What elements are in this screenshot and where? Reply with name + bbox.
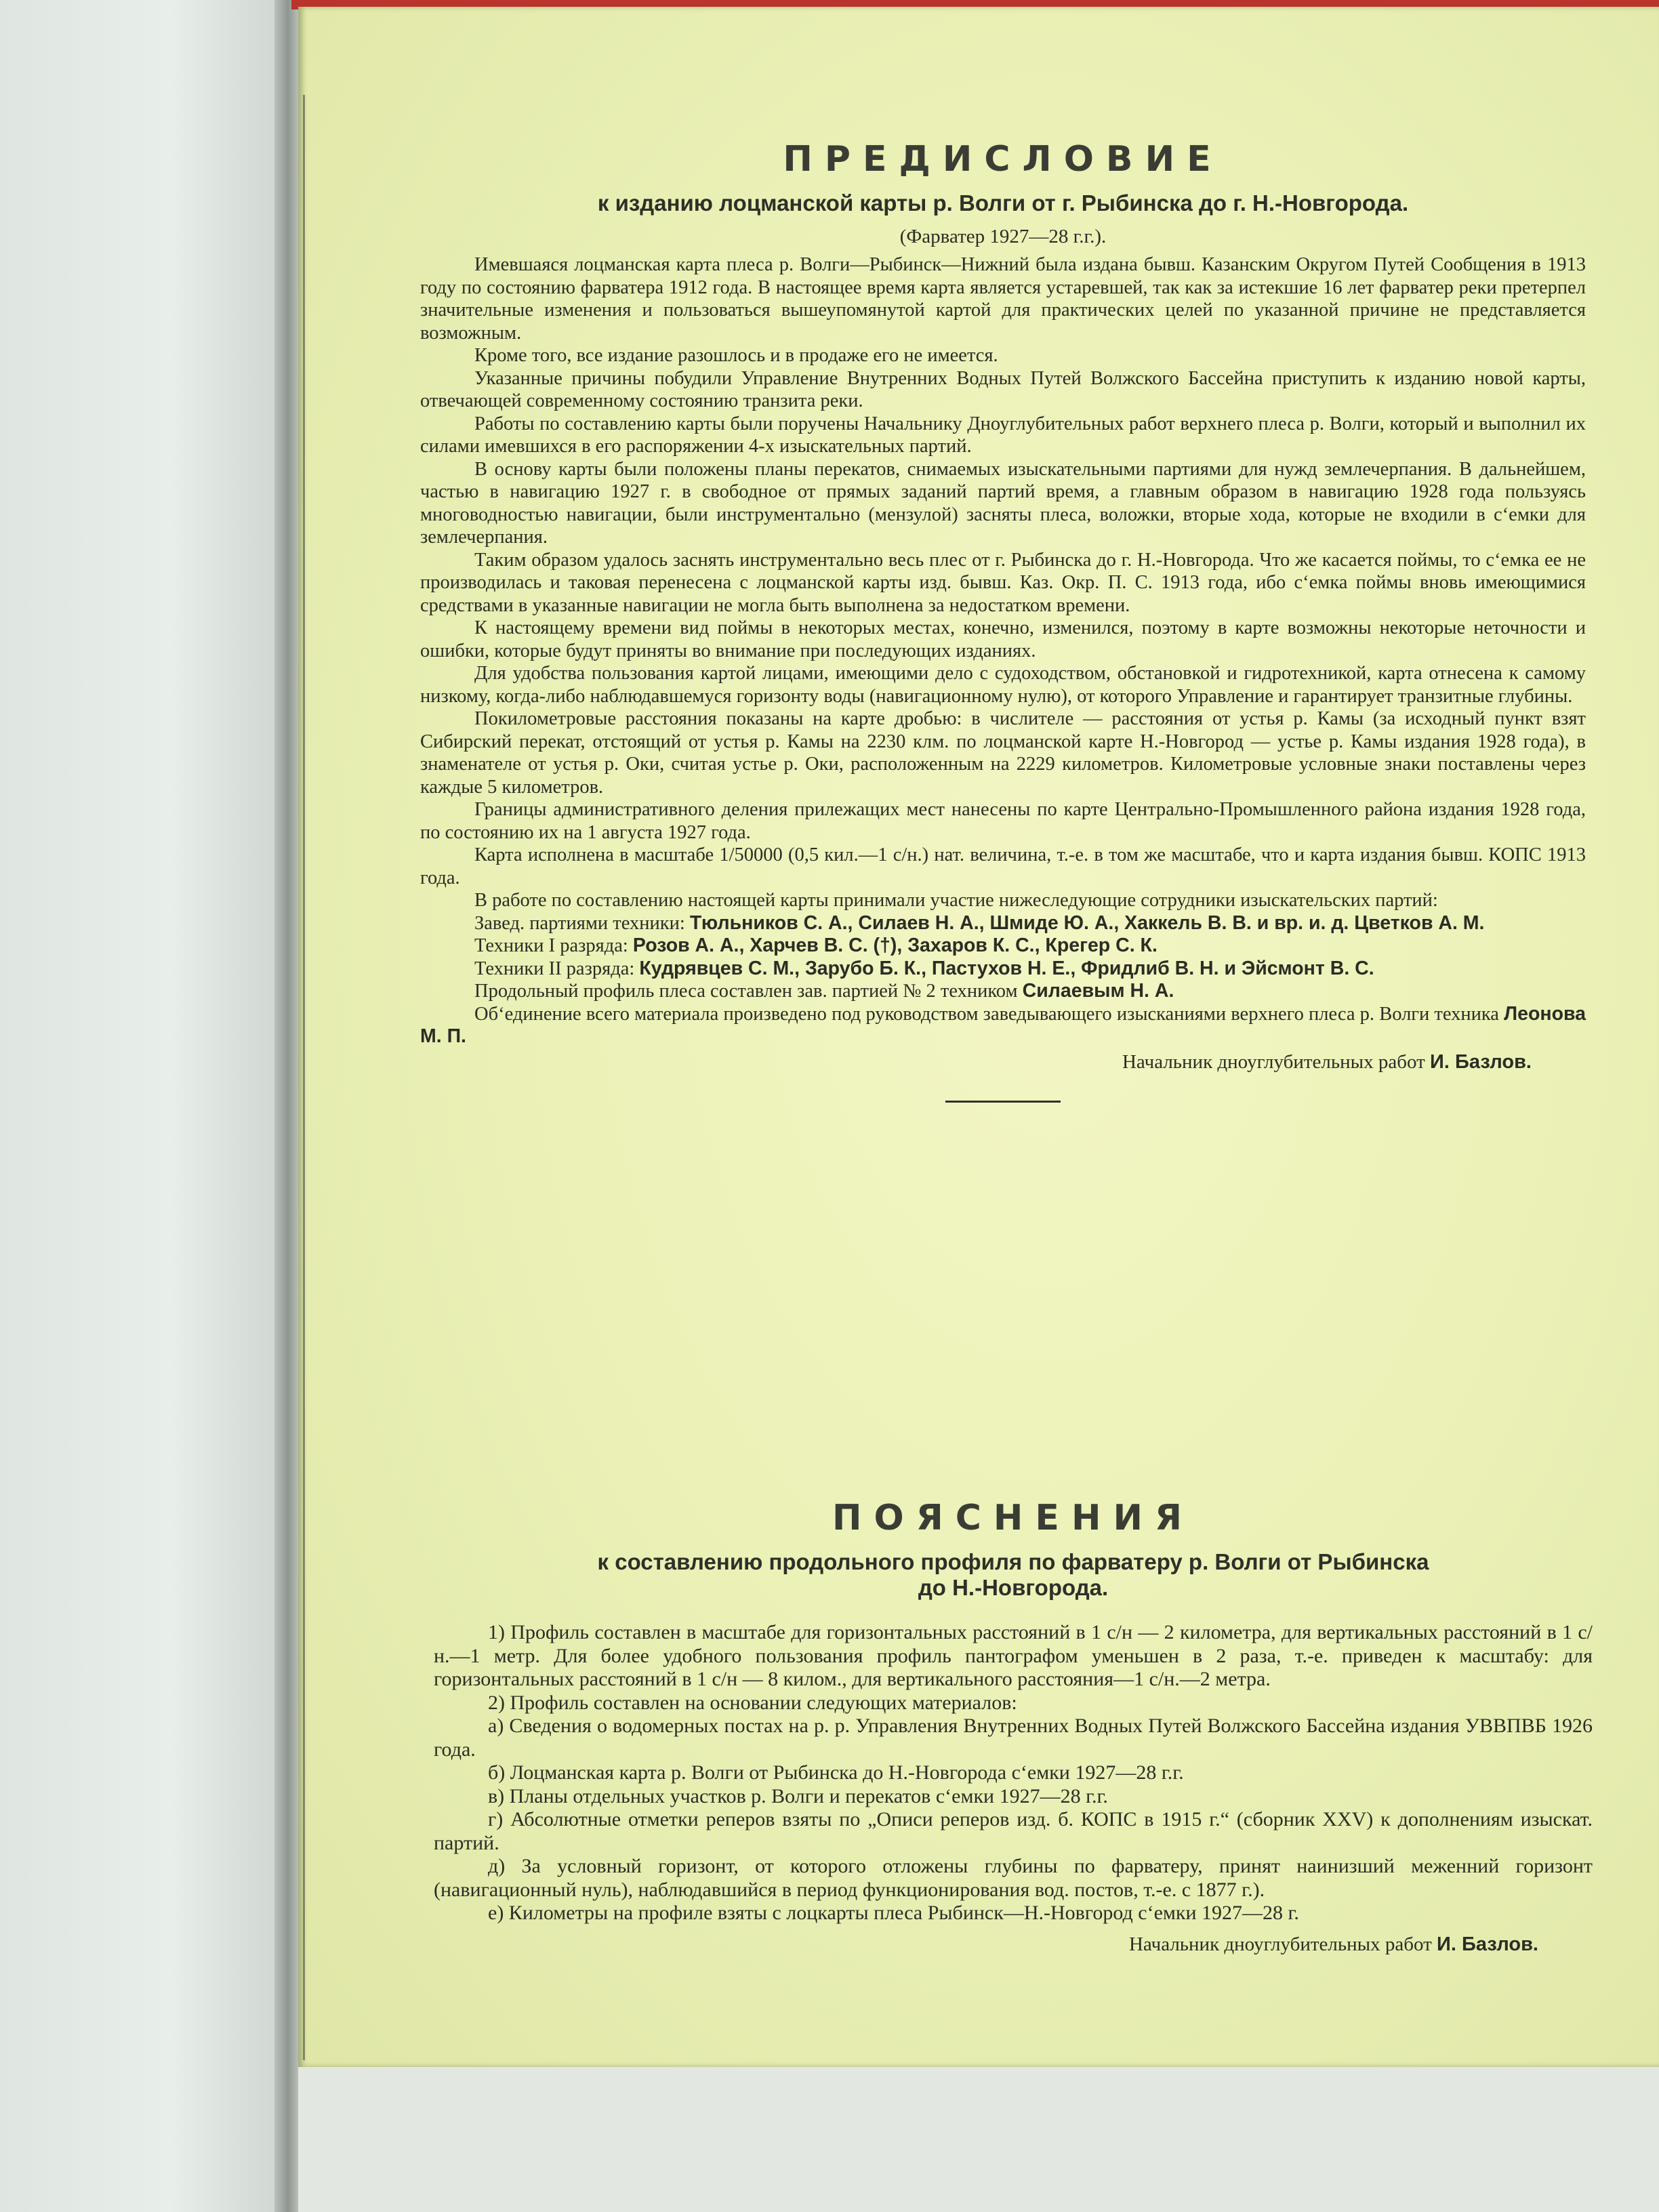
- staff-tech2-label: Техники II разряда:: [474, 958, 635, 979]
- signature-name: И. Базлов.: [1437, 1933, 1538, 1955]
- preface-paragraph: К настоящему времени вид поймы в некоторых местах, конечно, изменился, поэтому в карте возможны некоторые неточности и ошибки, которые будут приняты во внимание при последующих изданиях.: [420, 617, 1586, 661]
- explanation-item: 1) Профиль составлен в масштабе для горизонтальных расстояний в 1 с/н — 2 километра, для вертикальных расстояний в 1 с/н.—1 метр. Для более удобного пользования профиль пантографом уменьшен в 2 раза, т.-е. приведен к масштабу: для горизонтальных расстояний в 1 с/н — 8 килом., для вертикального расстояния—1 с/н.—2 метра.: [434, 1621, 1593, 1690]
- binding-line: [303, 95, 305, 2060]
- preface-paragraph: В работе по составлению настоящей карты принимали участие нижеследующие сотрудники изыскательских партий:: [474, 890, 1438, 911]
- preface-paragraph: Указанные причины побудили Управление Внутренних Водных Путей Волжского Бассейна приступить к изданию новой карты, отвечающей современному состоянию транзита реки.: [420, 367, 1586, 411]
- book-spine: [274, 0, 302, 2212]
- left-page-margin: [0, 0, 285, 2212]
- preface-paragraph: Границы административного деления прилежащих мест нанесены по карте Центрально-Промышленного района издания 1928 года, по состоянию их на 1 августа 1927 года.: [420, 799, 1586, 843]
- signature-title: Начальник дноуглубительных работ: [1122, 1050, 1425, 1073]
- preface-title: ПРЕДИСЛОВИЕ: [783, 139, 1223, 180]
- explanation-item: е) Километры на профиле взяты с лоцкарты плеса Рыбинск—Н.-Новгород сʻемки 1927—28 г.: [488, 1902, 1299, 1924]
- explanations-section: [434, 1498, 1593, 1956]
- fairway-note: (Фарватер 1927—28 г.г.).: [899, 226, 1107, 247]
- explanations-title: ПОЯСНЕНИЯ: [832, 1498, 1195, 1538]
- explanations-subtitle: к составлению продольного профиля по фарватеру р. Волги от Рыбинска до Н.-Новгорода.: [597, 1549, 1429, 1600]
- preface-section: [420, 139, 1586, 1204]
- staff-tech1-label: Техники I разряда:: [474, 935, 628, 956]
- preface-paragraph: Работы по составлению карты были поручены Начальнику Дноуглубительных работ верхнего плеса р. Волги, который и выполнил их силами имевшихся в его распоряжении 4-х изыскательных партий.: [420, 413, 1586, 457]
- section-divider: [945, 1101, 1061, 1103]
- explanation-item: б) Лоцманская карта р. Волги от Рыбинска до Н.-Новгорода сʻемки 1927—28 г.г.: [488, 1761, 1184, 1784]
- explanation-item: г) Абсолютные отметки реперов взяты по „Описи реперов изд. б. КОПС в 1915 г.“ (сборник XXV) к дополнениям изыскат. партий.: [434, 1808, 1593, 1854]
- staff-heads-label: Завед. партиями техники:: [474, 912, 685, 934]
- explanation-item: а) Сведения о водомерных постах на р. р. Управления Внутренних Водных Путей Волжского Бассейна издания УВВПВБ 1926 года.: [434, 1715, 1593, 1761]
- signature-title: Начальник дноуглубительных работ: [1128, 1933, 1432, 1955]
- preface-paragraph: Кроме того, все издание разошлось и в продаже его не имеется.: [474, 345, 998, 366]
- signature-name: И. Базлов.: [1430, 1050, 1532, 1073]
- staff-tech1-names: Розов А. А., Харчев В. С. (†), Захаров К. С., Крегер С. К.: [632, 935, 1158, 956]
- preface-signature: [420, 1051, 1532, 1073]
- explanations-signature: [434, 1933, 1538, 1956]
- profile-credit-text: Продольный профиль плеса составлен зав. партией № 2 техником: [474, 981, 1018, 1002]
- explanation-item: 2) Профиль составлен на основании следующих материалов:: [488, 1691, 1017, 1714]
- staff-tech1: [420, 935, 1586, 958]
- page-bottom-margin: [298, 2067, 1659, 2212]
- profile-credit: [420, 980, 1586, 1003]
- explanation-item: в) Планы отдельных участков р. Волги и перекатов сʻемки 1927—28 г.г.: [488, 1784, 1108, 1807]
- preface-paragraph: Покилометровые расстояния показаны на карте дробью: в числителе — расстояния от устья р. Камы (за исходный пункт взят Сибирский перекат, отстоящий от устья р. Камы на 2230 клм. по лоцманской карте Н.-Новгород — устье р. Камы издания 1928 года), в знаменателе от устья р. Оки, считая устье р. Оки, расположенным на 2229 километров. Километровые условные знаки поставлены через каждые 5 километров.: [420, 708, 1586, 798]
- preface-paragraph: Таким образом удалось заснять инструментально весь плес от г. Рыбинска до г. Н.-Новгорода. Что же касается поймы, то сʻемка ее не производилась и таковая перенесена с лоцманской карты изд. бывш. Каз. Окр. П. С. 1913 года, ибо сʻемка поймы вновь имеющимися средствами в указанные навигации не могла быть выполнена за недостатком времени.: [420, 549, 1586, 616]
- staff-tech2: [420, 958, 1586, 981]
- unify-credit-name: Леонова М. П.: [420, 1002, 1586, 1047]
- preface-paragraph: Карта исполнена в масштабе 1/50000 (0,5 кил.—1 с/н.) нат. величина, т.-е. в том же масштабе, что и карта издания бывш. КОПС 1913 года.: [420, 844, 1586, 888]
- unify-credit-text: Обʻединение всего материала произведено под руководством заведывающего изысканиями верхнего плеса р. Волги техника: [474, 1003, 1499, 1025]
- preface-subtitle: к изданию лоцманской карты р. Волги от г. Рыбинска до г. Н.-Новгорода.: [597, 190, 1409, 216]
- staff-tech2-names: Кудрявцев С. М., Зарубо Б. К., Пастухов Н. Е., Фридлиб В. Н. и Эйсмонт В. С.: [639, 957, 1374, 979]
- preface-paragraph: В основу карты были положены планы перекатов, снимаемых изыскательными партиями для нужд землечерпания. В дальнейшем, частью в навигацию 1927 г. в свободное от прямых заданий партий время, а главным образом в навигацию 1928 года пользуясь многоводностью навигации, были инструментально (мензулой) засняты плеса, воложки, вторые хода, которые не входили в сʻемки для землечерпания.: [420, 458, 1586, 548]
- unify-credit: [420, 1003, 1586, 1048]
- profile-credit-name: Силаевым Н. А.: [1022, 980, 1174, 1002]
- staff-heads-names: Тюльников С. А., Силаев Н. А., Шмиде Ю. А., Хаккель В. В. и вр. и. д. Цветков А. М.: [689, 912, 1485, 934]
- preface-paragraph: Имевшаяся лоцманская карта плеса р. Волги—Рыбинск—Нижний была издана бывш. Казанским Округом Путей Сообщения в 1913 году по состоянию фарватера 1912 года. В настоящее время карта является устаревшей, так как за истекшие 16 лет фарватер реки претерпел значительные изменения и пользоваться вышеупомянутой картой для практических целей по указанной причине не представляется возможным.: [420, 254, 1586, 344]
- staff-heads: [420, 912, 1586, 935]
- preface-paragraph: Для удобства пользования картой лицами, имеющими дело с судоходством, обстановкой и гидротехникой, карта отнесена к самому низкому, когда-либо наблюдавшемуся горизонту воды (навигационному нулю), от которого Управление и гарантирует транзитные глубины.: [420, 663, 1586, 707]
- explanation-item: д) За условный горизонт, от которого отложены глубины по фарватеру, принят наинизший меженний горизонт (навигационный нуль), наблюдавшийся в период функционирования вод. постов, т.-е. с 1877 г.).: [434, 1855, 1593, 1901]
